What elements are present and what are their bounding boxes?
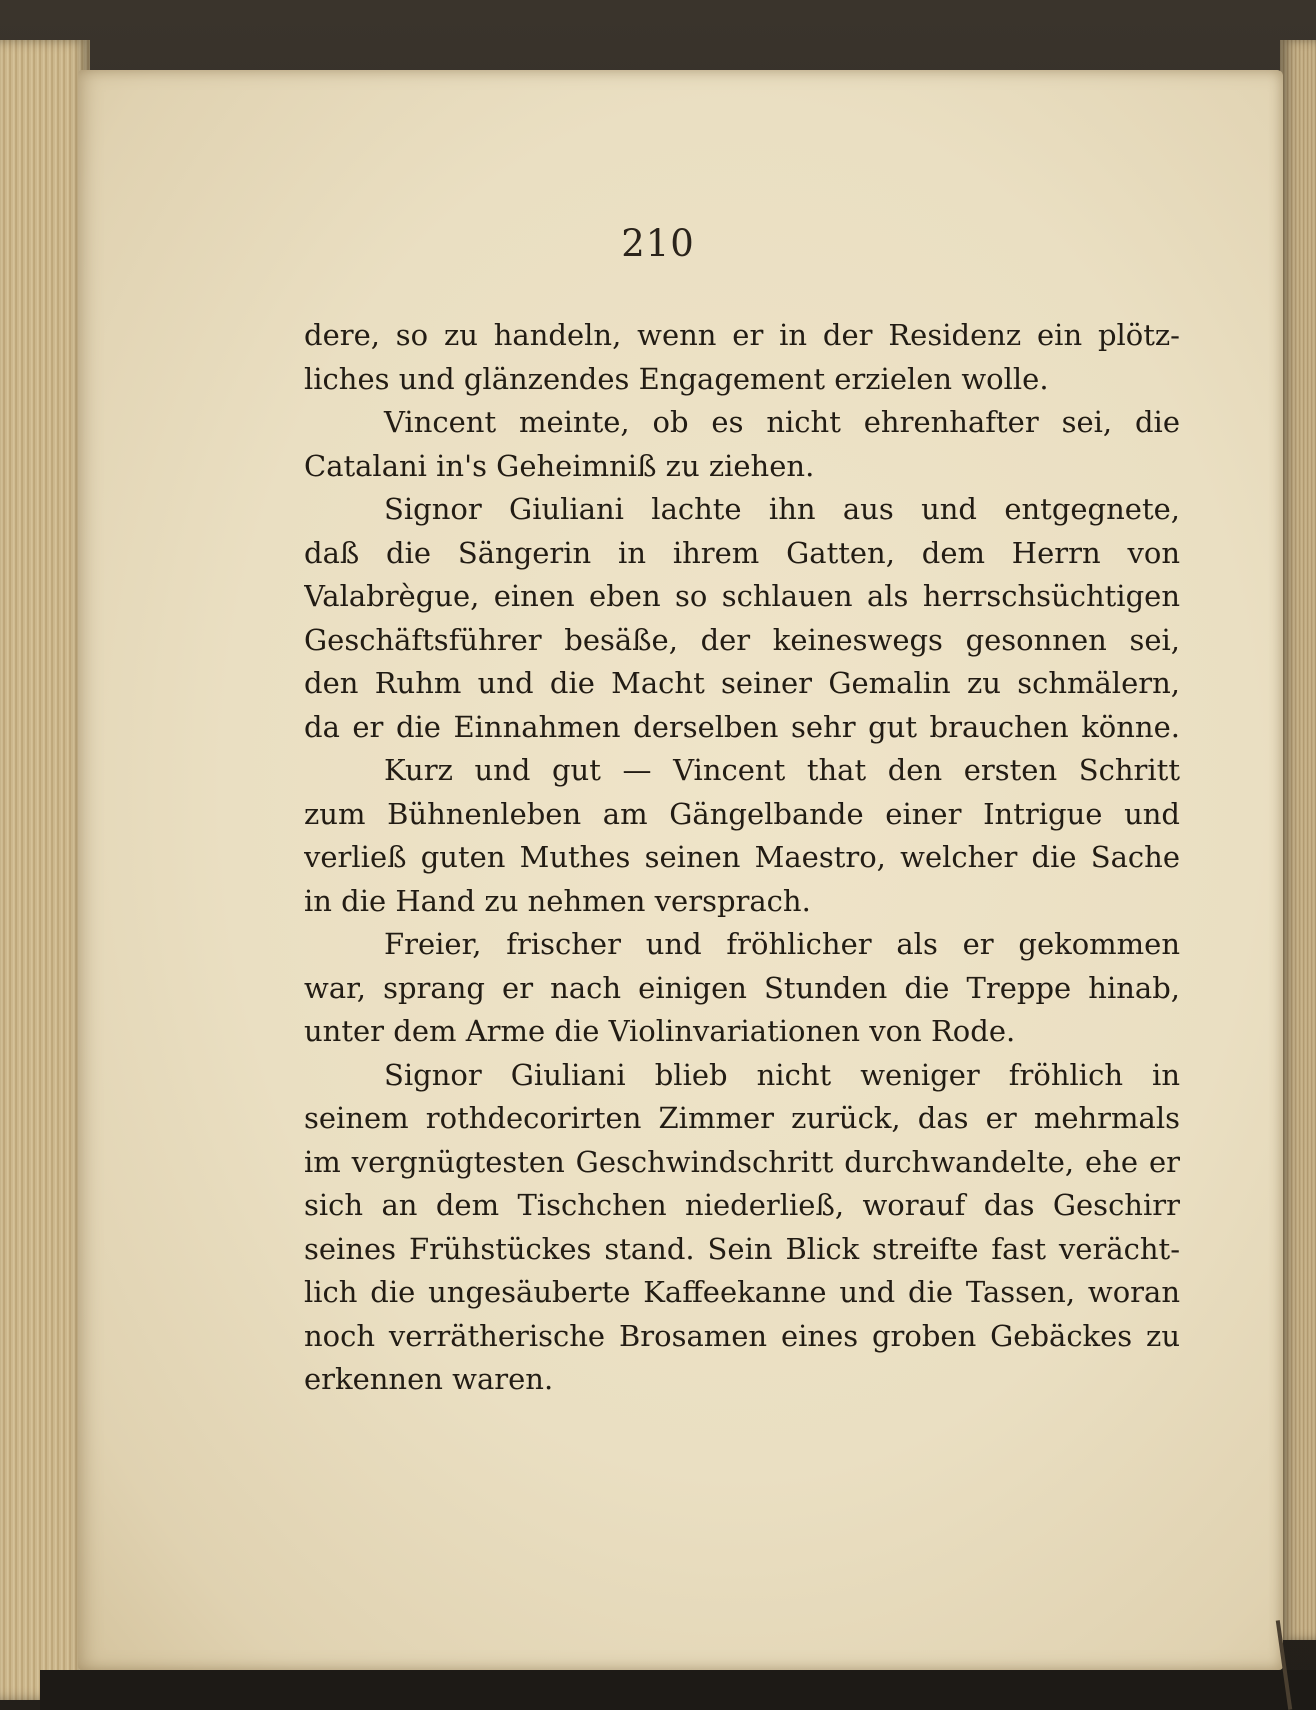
page-edges-left — [0, 40, 90, 1700]
paragraph-start-line: Vincent meinte, ob es nicht ehrenhafter sei, die — [384, 405, 1180, 439]
paragraph-start-line: Signor Giuliani blieb nicht weniger fröhlich in — [384, 1057, 1180, 1092]
text-line: Catalani in's Geheimniß zu ziehen. — [304, 448, 815, 483]
text-line: Valabrègue, einen eben so schlauen als herrschsüchtigen — [304, 579, 1180, 613]
text-line: verließ guten Muthes seinen Maestro, welcher die Sache — [304, 840, 1180, 874]
text-line: liches und glänzendes Engagement erzielen wolle. — [304, 361, 1049, 396]
text-line: zum Bühnenleben am Gängelbande einer Intrigue und — [304, 796, 1180, 831]
text-line: seines Frühstückes stand. Sein Blick streifte fast verächt- — [304, 1231, 1180, 1266]
text-line: lich die ungesäuberte Kaffeekanne und die Tassen, woran — [304, 1275, 1180, 1309]
text-line: in die Hand zu nehmen versprach. — [304, 883, 811, 918]
text-line: sich an dem Tischchen niederließ, worauf das Geschirr — [304, 1188, 1180, 1222]
text-line: seinem rothdecorirten Zimmer zurück, das er mehrmals — [304, 1101, 1180, 1135]
text-line: daß die Sängerin in ihrem Gatten, dem Herrn von — [304, 535, 1180, 570]
page-edges-right — [1280, 40, 1316, 1640]
text-line: unter dem Arme die Violinvariationen von Rode. — [304, 1014, 1016, 1048]
paragraph-start-line: Freier, frischer und fröhlicher als er gekommen — [384, 927, 1180, 961]
body-text — [304, 314, 1180, 1402]
text-line: im vergnügtesten Geschwindschritt durchwandelte, ehe er — [304, 1144, 1180, 1179]
text-line: den Ruhm und die Macht seiner Gemalin zu schmälern, — [304, 666, 1180, 700]
text-line: Geschäftsführer besäße, der keineswegs gesonnen sei, — [304, 622, 1180, 657]
page-number: 210 — [621, 222, 695, 265]
book-cover-bottom — [40, 1670, 1316, 1710]
text-line: noch verrätherische Brosamen eines groben Gebäckes zu — [304, 1318, 1180, 1353]
text-line: dere, so zu handeln, wenn er in der Residenz ein plötz- — [304, 318, 1180, 352]
paragraph-start-line: Signor Giuliani lachte ihn aus und entgegnete, — [384, 492, 1180, 526]
paragraph-start-line: Kurz und gut — Vincent that den ersten Schritt — [384, 753, 1180, 787]
text-line: da er die Einnahmen derselben sehr gut brauchen könne. — [304, 709, 1180, 744]
text-line: war, sprang er nach einigen Stunden die Treppe hinab, — [304, 970, 1180, 1005]
text-line: erkennen waren. — [304, 1362, 554, 1396]
